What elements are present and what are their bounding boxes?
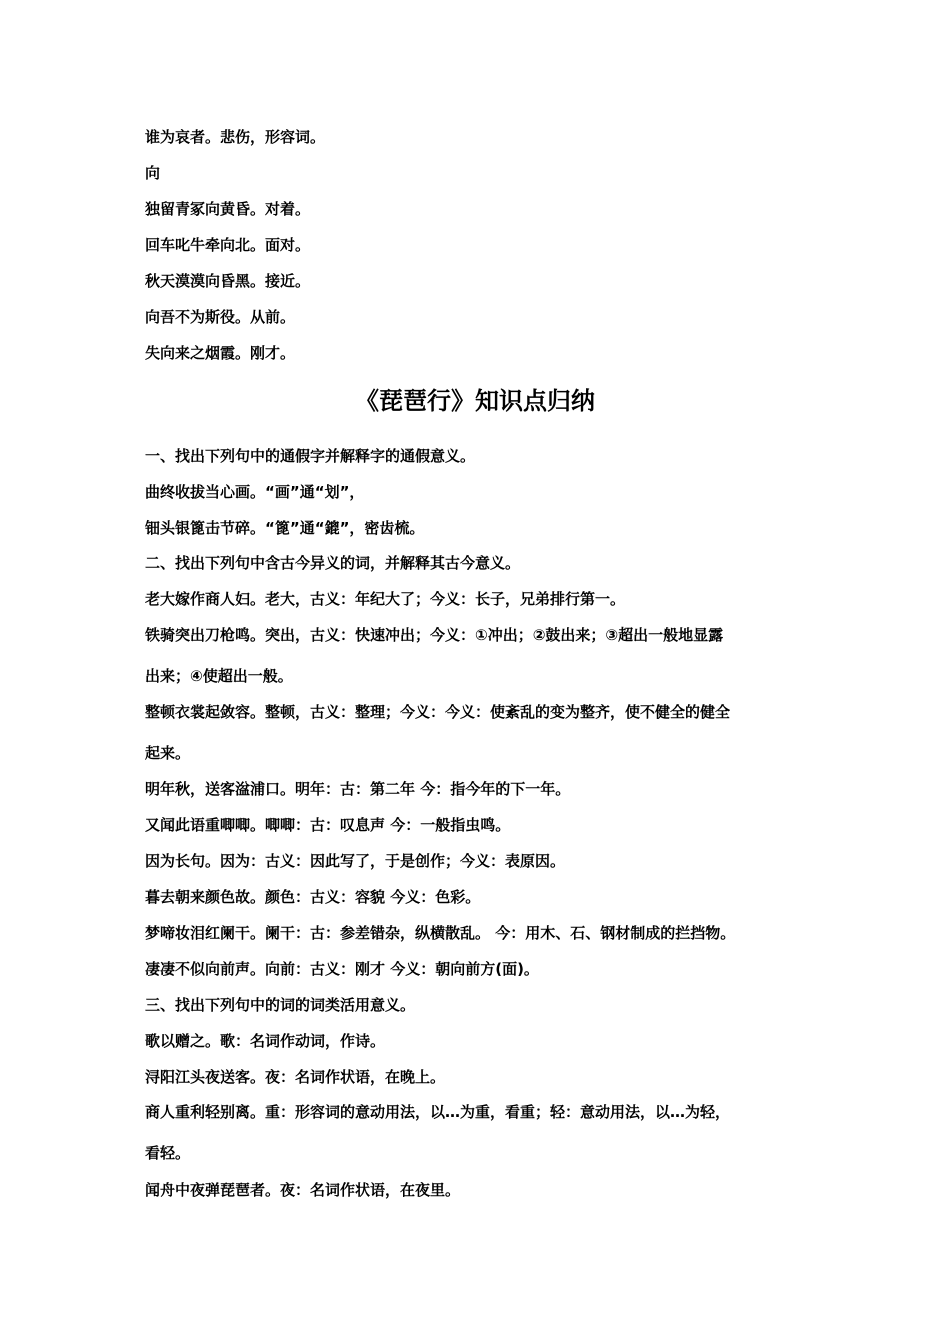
text-line: 起来。	[145, 744, 191, 762]
text-line: 钿头银篦击节碎。“篦”通“鎞”，密齿梳。	[145, 519, 425, 537]
section-heading: 三、找出下列句中的词的词类活用意义。	[145, 996, 416, 1014]
text-line: 失向来之烟霞。刚才。	[145, 344, 296, 362]
text-line: 闻舟中夜弹琵琶者。夜：名词作状语，在夜里。	[145, 1181, 461, 1199]
text-line: 明年秋，送客湓浦口。明年：古：第二年 今：指今年的下一年。	[145, 780, 571, 798]
text-line: 老大嫁作商人妇。老大，古义：年纪大了；今义：长子，兄弟排行第一。	[145, 590, 626, 608]
text-line: 梦啼妆泪红阑干。阑干：古：参差错杂，纵横散乱。 今：用木、石、钢材制成的拦挡物。	[145, 924, 736, 942]
text-line: 铁骑突出刀枪鸣。突出，古义：快速冲出；今义：①冲出；②鼓出来；③超出一般地显露	[145, 626, 724, 644]
text-line: 出来；④使超出一般。	[145, 667, 293, 685]
section-heading: 一、找出下列句中的通假字并解释字的通假意义。	[145, 447, 476, 465]
text-line: 曲终收拔当心画。“画”通“划”，	[145, 483, 365, 501]
text-line: 凄凄不似向前声。向前：古义：刚才 今义：朝向前方(面)。	[145, 960, 539, 978]
text-line: 暮去朝来颜色故。颜色：古义：容貌 今义：色彩。	[145, 888, 481, 906]
text-line: 歌以赠之。歌：名词作动词，作诗。	[145, 1032, 386, 1050]
text-line: 回车叱牛牵向北。面对。	[145, 236, 311, 254]
text-line: 向	[145, 164, 161, 182]
text-line: 浔阳江头夜送客。夜：名词作状语，在晚上。	[145, 1068, 446, 1086]
text-line: 秋天漠漠向昏黑。接近。	[145, 272, 311, 290]
text-line: 因为长句。因为：古义：因此写了，于是创作；今义：表原因。	[145, 852, 566, 870]
section-title: 《琵琶行》知识点归纳	[355, 387, 595, 415]
text-line: 独留青冢向黄昏。对着。	[145, 200, 311, 218]
text-line: 谁为哀者。悲伤，形容词。	[145, 128, 326, 146]
text-line: 整顿衣裳起敛容。整顿，古义：整理；今义：今义：使紊乱的变为整齐，使不健全的健全	[145, 703, 731, 721]
text-line: 商人重利轻别离。重：形容词的意动用法，以…为重，看重；轻：意动用法，以…为轻，	[145, 1103, 731, 1121]
section-heading: 二、找出下列句中含古今异义的词，并解释其古今意义。	[145, 554, 521, 572]
text-line: 又闻此语重唧唧。唧唧：古：叹息声 今：一般指虫鸣。	[145, 816, 511, 834]
text-line: 向吾不为斯役。从前。	[145, 308, 296, 326]
text-line: 看轻。	[145, 1144, 191, 1162]
